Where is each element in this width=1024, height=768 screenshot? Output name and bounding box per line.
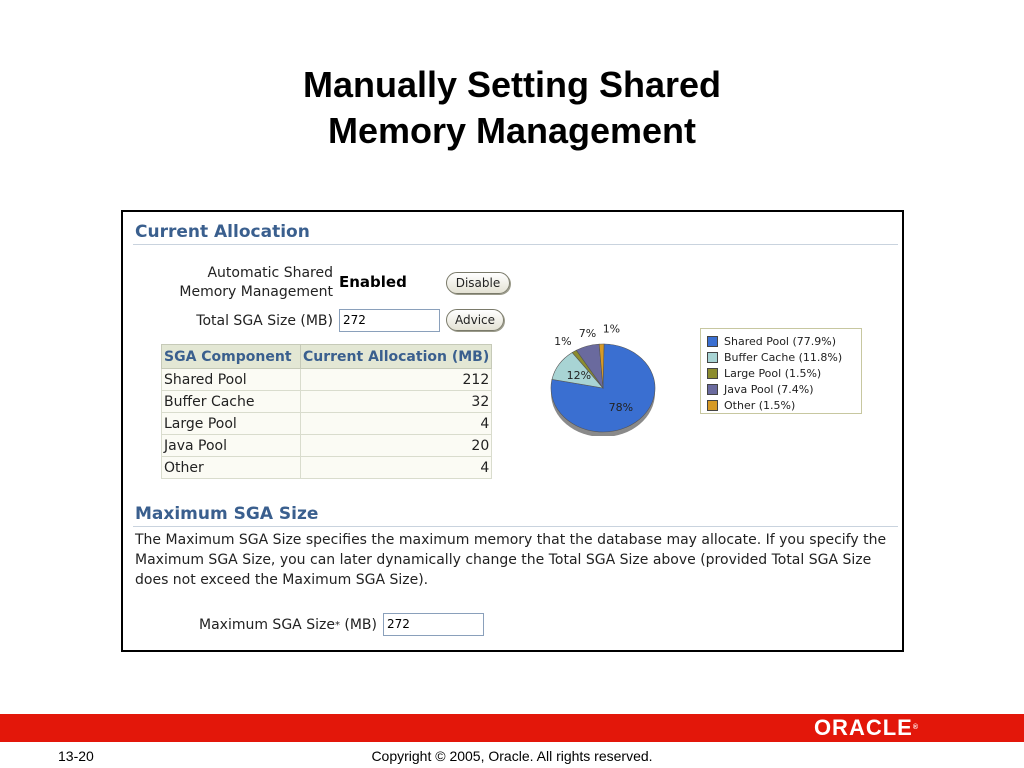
table-row [162,369,492,391]
legend-swatch [707,368,718,379]
legend-swatch [707,352,718,363]
section-divider [133,244,898,245]
memory-parameters-panel [121,210,904,652]
legend-item [707,333,861,349]
trademark-mark: ® [912,724,918,731]
legend-swatch [707,400,718,411]
slide-title-line-2: Memory Management [327,110,697,151]
legend-item [707,365,861,381]
total-sga-input[interactable]: 272 [339,309,440,332]
pie-slice-label: 1% [554,334,572,348]
table-row [162,413,492,435]
component-cell: Buffer Cache [162,391,301,413]
oracle-logo-text: ORACLE [813,715,913,740]
legend-label: Java Pool (7.4%) [724,382,814,396]
allocation-cell: 20 [301,435,492,457]
allocation-cell: 4 [301,457,492,479]
disable-button[interactable]: Disable [446,272,510,294]
page-number: 13-20 [58,748,94,764]
column-header-allocation: Current Allocation (MB) [301,345,492,369]
legend-item [707,381,861,397]
pie-slice-label: 78% [608,400,634,414]
current-allocation-header: Current Allocation [135,222,310,242]
sga-components-table [161,344,492,479]
maximum-sga-input[interactable]: 272 [383,613,484,636]
sga-pie-chart [549,300,669,436]
advice-button[interactable]: Advice [446,309,504,331]
legend-item [707,349,861,365]
copyright: Copyright © 2005, Oracle. All rights reserved. [371,748,653,764]
legend-label: Large Pool (1.5%) [724,366,822,380]
table-row [162,457,492,479]
pie-slice-label: 7% [578,327,597,341]
section-divider [133,526,898,527]
total-sga-label: Total SGA Size (MB) [196,313,333,329]
maximum-sga-description: The Maximum SGA Size specifies the maximum memory that the database may allocate. If you specify the Maximum SGA Size, you can later dynamically change the Total SGA Size above (provided Total SGA Size does not exceed the Maximum SGA Size). [135,532,887,588]
asmm-label-line-1: Automatic Shared [207,265,333,281]
pie-slice-label: 12% [566,368,592,382]
allocation-cell: 4 [301,413,492,435]
component-cell: Large Pool [162,413,301,435]
maximum-sga-label [163,616,377,635]
component-cell: Shared Pool [162,369,301,391]
pie-chart-svg [549,300,669,436]
asmm-label [143,264,333,302]
component-cell: Java Pool [162,435,301,457]
slide-title [0,62,1024,154]
legend-label: Buffer Cache (11.8%) [724,350,843,364]
asmm-label-line-2: Memory Management [179,284,333,300]
pie-slice-label: 1% [602,322,621,336]
allocation-cell: 212 [301,369,492,391]
oracle-logo [814,717,918,739]
asmm-status: Enabled [339,273,407,291]
maximum-sga-header: Maximum SGA Size [135,504,319,524]
footer-bar [0,714,1024,742]
legend-swatch [707,384,718,395]
legend-swatch [707,336,718,347]
slide-title-line-1: Manually Setting Shared [302,64,722,105]
column-header-component: SGA Component [162,345,301,369]
required-mark: * [334,620,340,631]
table-row [162,435,492,457]
allocation-cell: 32 [301,391,492,413]
chart-legend [700,328,862,414]
maximum-sga-label-text: Maximum SGA Size [199,617,335,633]
maximum-sga-unit: (MB) [344,617,377,633]
table-header-row [162,345,492,369]
component-cell: Other [162,457,301,479]
table-row [162,391,492,413]
legend-label: Shared Pool (77.9%) [724,334,837,348]
legend-item [707,397,861,413]
legend-label: Other (1.5%) [724,398,796,412]
